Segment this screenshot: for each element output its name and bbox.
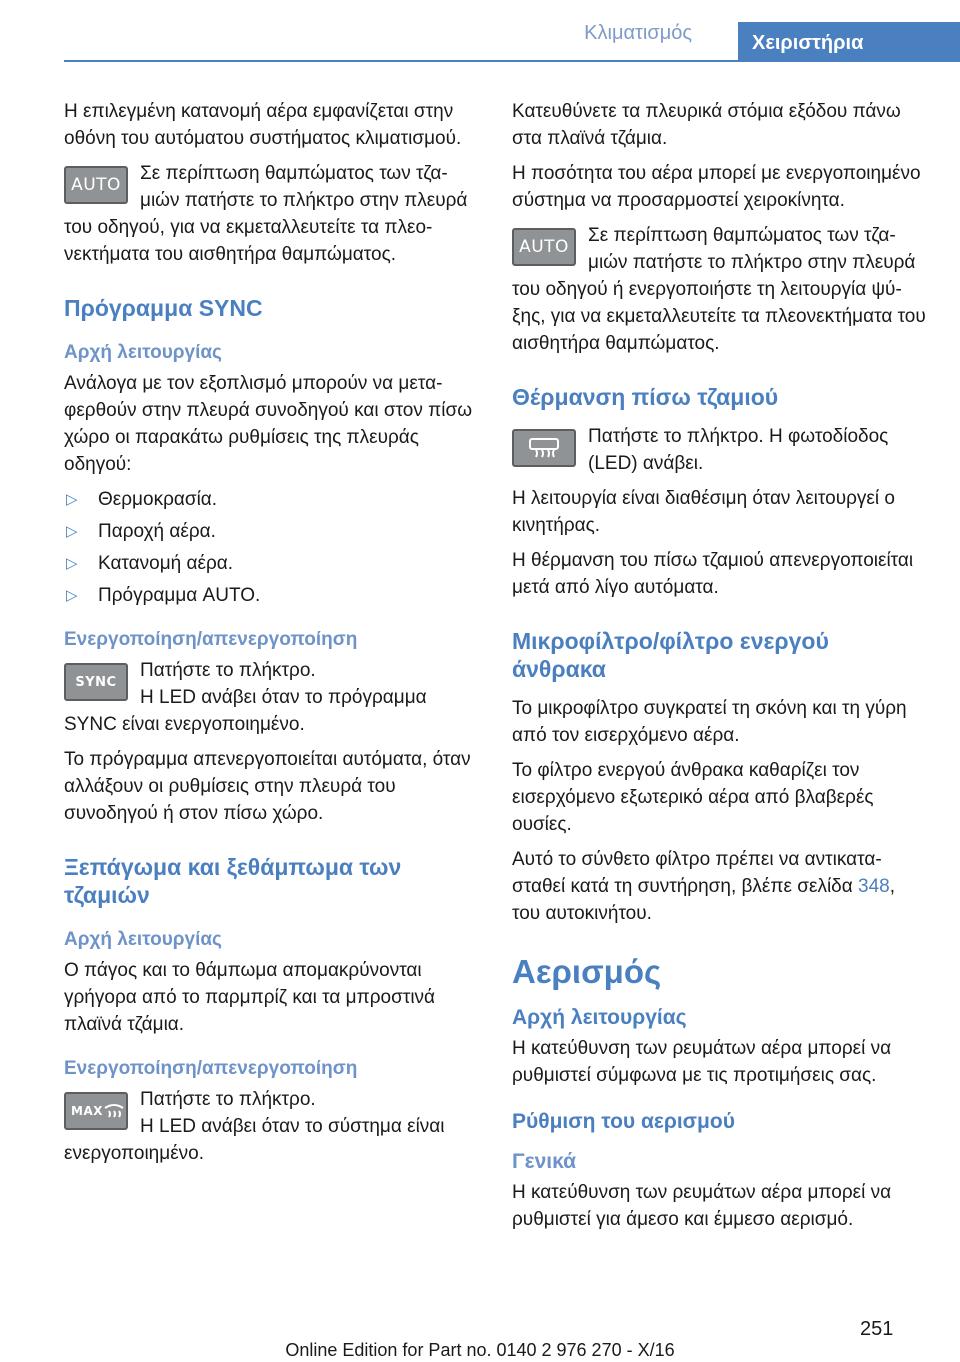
paragraph: Πατήστε το πλήκτρο. Η φωτοδίοδος (LED) ανάβει. (588, 426, 889, 474)
paragraph: Πατήστε το πλήκτρο. (140, 660, 316, 681)
max-defrost-note (64, 1086, 480, 1167)
subsection-heading: Ρύθμιση του αερισμού (512, 1110, 735, 1133)
paragraph: Το φίλτρο ενεργού άνθρακα καθαρίζει τον εισερχόμενο εξωτερικό αέρα από βλαβερές ουσίες. (512, 760, 874, 835)
paragraph: Η επιλεγμένη κατανομή αέρα εμφανίζεται στην οθόνη του αυτόματου συστήματος κλιματισμού. (64, 101, 462, 149)
section-heading: Πρόγραμμα SYNC (64, 295, 263, 321)
sync-note (64, 657, 480, 738)
rear-defrost-note (512, 423, 928, 477)
bullet-triangle-icon: ▷ (66, 491, 78, 508)
page-number: 251 (860, 1318, 894, 1340)
right-column (512, 98, 928, 1241)
edition-footer: Online Edition for Part no. 0140 2 976 270 - X/16 (285, 1340, 675, 1360)
section-heading: Θέρμανση πίσω τζαμιού (512, 384, 779, 410)
paragraph: Η θέρμανση του πίσω τζαμιού απενεργοποιείται μετά από λίγο αυτόματα. (512, 550, 914, 598)
paragraph: Κατευθύνετε τα πλευρικά στόμια εξόδου πάνω στα πλαϊνά τζάμια. (512, 101, 901, 149)
paragraph: Σε περίπτωση θαμπώματος των τζαμιών πατήστε το πλήκτρο στην πλευρά του οδηγού ή ενεργοποιήστε τη λειτουργία ψύξης, για να εκμεταλλευτείτε τα πλεονεκτήματα του αισθητήρα θαμπώματος. (512, 225, 926, 354)
sync-button-icon: SYNC (64, 663, 128, 701)
paragraph: Το πρόγραμμα απενεργοποιείται αυτόματα, όταν αλλάξουν οι ρυθμίσεις στην πλευρά του συνοδηγού ή στον πίσω χώρο. (64, 749, 471, 824)
paragraph: Αυτό το σύνθετο φίλτρο πρέπει να αντικατασταθεί κατά τη συντήρηση, βλέπε σελίδα 348, του αυτοκινήτου. (512, 849, 896, 924)
auto-button-icon: AUTO (64, 166, 128, 204)
bullet-triangle-icon: ▷ (66, 523, 78, 540)
subsection-heading: Γενικά (512, 1150, 577, 1173)
left-column (64, 98, 480, 1175)
auto-note (64, 160, 480, 268)
page-header (0, 0, 960, 62)
windshield-defrost-icon (103, 1100, 125, 1122)
chapter-heading: Αερισμός (512, 953, 662, 990)
list-item: ▷ Θερμοκρασία. (64, 486, 480, 513)
list-item: ▷ Κατανομή αέρα. (64, 550, 480, 577)
paragraph: Πατήστε το πλήκτρο. (140, 1089, 316, 1110)
subsection-heading: Αρχή λειτουργίας (64, 929, 222, 950)
header-rule (64, 60, 960, 62)
section-heading: Μικροφίλτρο/φίλτρο ενεργού άνθρακα (512, 628, 829, 682)
bullet-triangle-icon: ▷ (66, 587, 78, 604)
section-label: Κλιματισμός (584, 22, 692, 44)
paragraph: Το μικροφίλτρο συγκρατεί τη σκόνη και τη γύρη από τον εισερχόμενο αέρα. (512, 698, 907, 746)
paragraph: Η LED ανάβει όταν το πρόγραμμα SYNC είναι ενεργοποιημένο. (64, 687, 427, 735)
auto-note (512, 222, 928, 357)
rear-window-defrost-button-icon (512, 429, 576, 467)
rear-defrost-icon (527, 436, 561, 460)
paragraph: Η λειτουργία είναι διαθέσιμη όταν λειτουργεί ο κινητήρας. (512, 488, 895, 536)
paragraph: Η κατεύθυνση των ρευμάτων αέρα μπορεί να ρυθμιστεί για άμεσο και έμμεσο αερισμό. (512, 1182, 892, 1230)
list-item: ▷ Πρόγραμμα AUTO. (64, 582, 480, 609)
paragraph: Η κατεύθυνση των ρευμάτων αέρα μπορεί να ρυθμιστεί σύμφωνα με τις προτιμήσεις σας. (512, 1038, 892, 1086)
paragraph: Ανάλογα με τον εξοπλισμό μπορούν να μεταφερθούν στην πλευρά συνοδηγού και στον πίσω χώρο οι παρακάτω ρυθμίσεις της πλευράς οδηγού: (64, 373, 473, 475)
settings-list (64, 486, 480, 609)
subsection-heading: Ενεργοποίηση/απενεργοποίηση (64, 629, 358, 650)
section-heading: Ξεπάγωμα και ξεθάμπωμα των τζαμιών (64, 854, 402, 908)
paragraph: Η ποσότητα του αέρα μπορεί με ενεργοποιημένο σύστημα να προσαρμοστεί χειροκίνητα. (512, 163, 921, 211)
max-defrost-button-icon: MAX (64, 1092, 128, 1130)
list-item: ▷ Παροχή αέρα. (64, 518, 480, 545)
subsection-heading: Αρχή λειτουργίας (64, 342, 222, 363)
subsection-heading: Ενεργοποίηση/απενεργοποίηση (64, 1058, 358, 1079)
auto-button-icon: AUTO (512, 228, 576, 266)
subsection-heading: Αρχή λειτουργίας (512, 1006, 687, 1029)
page-reference-link[interactable]: 348 (858, 876, 890, 897)
chapter-tab: Χειριστήρια (738, 22, 960, 62)
bullet-triangle-icon: ▷ (66, 555, 78, 572)
paragraph: Η LED ανάβει όταν το σύστημα είναι ενεργοποιημένο. (64, 1116, 445, 1164)
paragraph: Ο πάγος και το θάμπωμα απομακρύνονται γρήγορα από το παρμπρίζ και τα μπροστινά πλαϊνά τζάμια. (64, 960, 436, 1035)
paragraph: Σε περίπτωση θαμπώματος των τζαμιών πατήστε το πλήκτρο στην πλευρά του οδηγού, για να εκμεταλλευτείτε τα πλεονεκτήματα του αισθητήρα θαμπώματος. (64, 163, 468, 265)
